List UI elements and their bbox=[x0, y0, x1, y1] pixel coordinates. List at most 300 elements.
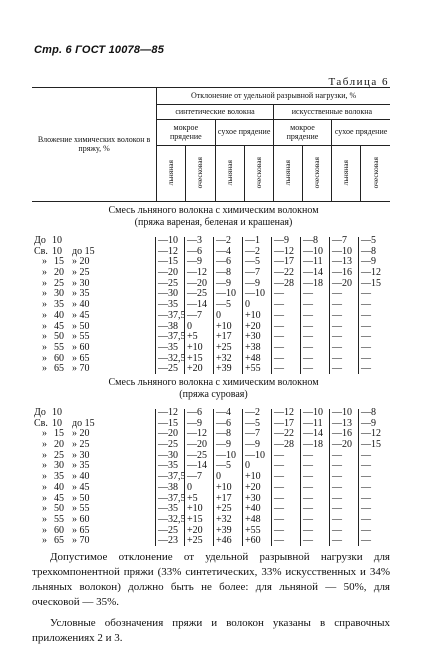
row-label-part: » 55 bbox=[72, 503, 90, 515]
value-cell: — bbox=[332, 299, 342, 311]
value-cell: +20 bbox=[245, 481, 261, 493]
value-cell: —10 bbox=[216, 449, 236, 461]
value-cell: — bbox=[361, 299, 371, 311]
value-cell: — bbox=[303, 460, 313, 472]
section-subtitle-line: (пряжа вареная, беленая и крашеная) bbox=[134, 217, 293, 228]
value-cell: — bbox=[274, 481, 284, 493]
table-row bbox=[32, 536, 388, 547]
page-header: Стр. 6 ГОСТ 10078—85 bbox=[34, 44, 165, 56]
value-cell: — bbox=[274, 331, 284, 343]
value-cell: — bbox=[303, 524, 313, 536]
value-cell: —14 bbox=[187, 299, 207, 311]
value-cell: — bbox=[361, 288, 371, 300]
value-cell: — bbox=[274, 341, 284, 353]
value-cell: —23 bbox=[158, 535, 178, 547]
value-cell: — bbox=[361, 331, 371, 343]
value-cell: —3 bbox=[187, 235, 202, 246]
value-cell: —20 bbox=[158, 267, 178, 279]
row-label-part: 10 bbox=[52, 235, 62, 246]
table-row bbox=[32, 515, 388, 526]
value-cell: — bbox=[274, 449, 284, 461]
row-label-part: » bbox=[42, 256, 47, 268]
value-cell: +5 bbox=[187, 492, 198, 504]
column-divider bbox=[300, 237, 301, 374]
value-cell: —2 bbox=[245, 245, 260, 257]
value-cell: —22 bbox=[274, 267, 294, 279]
row-label-part: » 45 bbox=[72, 481, 90, 493]
value-cell: +46 bbox=[216, 535, 232, 547]
column-divider bbox=[358, 409, 359, 546]
row-label-part: » 60 bbox=[72, 341, 90, 353]
value-cell: — bbox=[332, 535, 342, 547]
value-cell: +25 bbox=[216, 503, 232, 515]
value-cell: 0 bbox=[245, 299, 250, 311]
value-cell: — bbox=[274, 309, 284, 321]
value-cell: —9 bbox=[361, 417, 376, 429]
value-cell: +40 bbox=[245, 503, 261, 515]
value-cell: 0 bbox=[245, 460, 250, 472]
value-cell: — bbox=[361, 535, 371, 547]
row-label-part: 45 bbox=[54, 492, 64, 504]
value-cell: +10 bbox=[216, 481, 232, 493]
row-label-part: » bbox=[42, 471, 47, 483]
value-cell: —9 bbox=[274, 235, 289, 246]
value-cell: —10 bbox=[303, 245, 323, 257]
value-cell: —12 bbox=[187, 428, 207, 440]
row-label-part: » bbox=[42, 439, 47, 451]
value-cell: — bbox=[332, 460, 342, 472]
value-cell: —25 bbox=[187, 288, 207, 300]
row-label-part: » 65 bbox=[72, 524, 90, 536]
table-row bbox=[32, 364, 388, 375]
value-cell: — bbox=[332, 513, 342, 525]
row-label-part: » 55 bbox=[72, 331, 90, 343]
row-label-part: 15 bbox=[54, 428, 64, 440]
value-cell: —10 bbox=[158, 235, 178, 246]
value-cell: —16 bbox=[332, 428, 352, 440]
value-cell: —37,5 bbox=[158, 331, 186, 343]
value-cell: — bbox=[361, 524, 371, 536]
value-cell: —28 bbox=[274, 277, 294, 289]
value-cell: — bbox=[361, 449, 371, 461]
value-cell: — bbox=[361, 352, 371, 364]
value-cell: — bbox=[332, 288, 342, 300]
value-cell: 0 bbox=[216, 309, 221, 321]
value-cell: +48 bbox=[245, 352, 261, 364]
value-cell: —15 bbox=[361, 439, 381, 451]
row-label-part: Св. bbox=[34, 417, 48, 429]
row-label-part: » bbox=[42, 428, 47, 440]
column-divider bbox=[242, 409, 243, 546]
value-cell: — bbox=[274, 513, 284, 525]
column-divider bbox=[329, 409, 330, 546]
value-cell: —4 bbox=[216, 245, 231, 257]
value-cell: —10 bbox=[245, 449, 265, 461]
value-cell: —5 bbox=[216, 299, 231, 311]
value-cell: —1 bbox=[245, 235, 260, 246]
yarn-type-cell: льняная bbox=[215, 146, 244, 202]
row-label-part: » 65 bbox=[72, 352, 90, 364]
row-label-part: » bbox=[42, 535, 47, 547]
row-label-part: » bbox=[42, 341, 47, 353]
row-label-part: » 25 bbox=[72, 267, 90, 279]
row-label-part: 65 bbox=[54, 363, 64, 375]
row-label-part: 55 bbox=[54, 513, 64, 525]
row-label-part: » 35 bbox=[72, 460, 90, 472]
value-cell: —12 bbox=[158, 245, 178, 257]
value-cell: +20 bbox=[187, 524, 203, 536]
value-cell: —4 bbox=[216, 407, 231, 418]
value-cell: —6 bbox=[216, 256, 231, 268]
value-cell: — bbox=[274, 492, 284, 504]
row-label-part: » bbox=[42, 320, 47, 332]
value-cell: +48 bbox=[245, 513, 261, 525]
value-cell: —15 bbox=[361, 277, 381, 289]
value-cell: +60 bbox=[245, 535, 261, 547]
value-cell: —9 bbox=[216, 277, 231, 289]
fiber-group-artificial: искусственные волокна bbox=[273, 105, 390, 120]
row-label-part: до 15 bbox=[72, 417, 95, 429]
table-title: Таблица 6 bbox=[328, 76, 389, 88]
value-cell: +39 bbox=[216, 363, 232, 375]
value-cell: —7 bbox=[332, 235, 347, 246]
value-cell: —11 bbox=[303, 417, 323, 429]
value-cell: —5 bbox=[245, 417, 260, 429]
yarn-type-cell: льняная bbox=[273, 146, 302, 202]
row-label-part: » 50 bbox=[72, 320, 90, 332]
value-cell: —6 bbox=[187, 407, 202, 418]
table-row bbox=[32, 311, 388, 322]
column-divider bbox=[155, 237, 156, 374]
value-cell: — bbox=[303, 309, 313, 321]
value-cell: — bbox=[361, 481, 371, 493]
value-cell: —11 bbox=[303, 256, 323, 268]
value-cell: —2 bbox=[245, 407, 260, 418]
value-cell: —9 bbox=[216, 439, 231, 451]
value-cell: — bbox=[332, 331, 342, 343]
value-cell: —9 bbox=[187, 256, 202, 268]
value-cell: —15 bbox=[158, 256, 178, 268]
value-cell: — bbox=[274, 299, 284, 311]
value-cell: — bbox=[303, 513, 313, 525]
value-cell: +25 bbox=[187, 535, 203, 547]
column-divider bbox=[155, 409, 156, 546]
value-cell: +32 bbox=[216, 513, 232, 525]
row-label-part: » 20 bbox=[72, 428, 90, 440]
value-cell: — bbox=[274, 503, 284, 515]
row-label-part: 30 bbox=[54, 288, 64, 300]
row-label-part: » 40 bbox=[72, 471, 90, 483]
yarn-type-cell: оческовая bbox=[302, 146, 331, 202]
value-cell: — bbox=[332, 320, 342, 332]
row-label-part: » bbox=[42, 481, 47, 493]
value-cell: —25 bbox=[187, 449, 207, 461]
value-cell: +10 bbox=[216, 320, 232, 332]
row-label-part: » bbox=[42, 492, 47, 504]
value-cell: +30 bbox=[245, 492, 261, 504]
value-cell: — bbox=[332, 449, 342, 461]
value-cell: —12 bbox=[187, 267, 207, 279]
value-cell: —17 bbox=[274, 256, 294, 268]
row-label-part: » 30 bbox=[72, 449, 90, 461]
column-divider bbox=[358, 237, 359, 374]
row-label-part: » bbox=[42, 299, 47, 311]
data-rows-boiled bbox=[32, 236, 388, 375]
row-label-part: » 60 bbox=[72, 513, 90, 525]
value-cell: —8 bbox=[303, 235, 318, 246]
value-cell: +20 bbox=[187, 363, 203, 375]
processing-dry: сухое прядение bbox=[332, 120, 390, 146]
column-divider bbox=[213, 237, 214, 374]
row-header-cell: Вложение химических волокон в пряжу, % bbox=[32, 88, 157, 202]
value-cell: —10 bbox=[245, 288, 265, 300]
value-cell: —5 bbox=[216, 460, 231, 472]
value-cell: — bbox=[303, 503, 313, 515]
row-label-part: До bbox=[34, 235, 46, 246]
value-cell: +5 bbox=[187, 331, 198, 343]
value-cell: — bbox=[303, 288, 313, 300]
value-cell: +25 bbox=[216, 341, 232, 353]
value-cell: — bbox=[361, 471, 371, 483]
value-cell: —12 bbox=[274, 245, 294, 257]
row-label-part: 20 bbox=[54, 439, 64, 451]
row-label-part: 20 bbox=[54, 267, 64, 279]
value-cell: — bbox=[332, 524, 342, 536]
row-label-part: » 50 bbox=[72, 492, 90, 504]
row-label-part: » 70 bbox=[72, 535, 90, 547]
section-title-line: Смесь льняного волокна с химическим волокном bbox=[108, 205, 319, 216]
row-label-part: 65 bbox=[54, 535, 64, 547]
value-cell: —25 bbox=[158, 439, 178, 451]
value-cell: — bbox=[303, 481, 313, 493]
value-cell: —8 bbox=[361, 407, 376, 418]
row-label-part: » 45 bbox=[72, 309, 90, 321]
value-cell: — bbox=[332, 492, 342, 504]
value-cell: — bbox=[274, 363, 284, 375]
data-rows-raw bbox=[32, 408, 388, 547]
value-cell: —20 bbox=[187, 277, 207, 289]
processing-wet: мокрое прядение bbox=[273, 120, 331, 146]
value-cell: — bbox=[303, 299, 313, 311]
value-cell: — bbox=[332, 341, 342, 353]
value-cell: —37,5 bbox=[158, 471, 186, 483]
value-cell: +17 bbox=[216, 492, 232, 504]
row-label-part: » 35 bbox=[72, 288, 90, 300]
table-row bbox=[32, 343, 388, 354]
value-cell: —35 bbox=[158, 503, 178, 515]
value-cell: — bbox=[303, 535, 313, 547]
value-cell: 0 bbox=[187, 320, 192, 332]
value-cell: — bbox=[361, 320, 371, 332]
row-label-part: » bbox=[42, 331, 47, 343]
column-divider bbox=[184, 409, 185, 546]
processing-dry: сухое прядение bbox=[215, 120, 273, 146]
value-cell: +10 bbox=[245, 309, 261, 321]
row-label-part: » 20 bbox=[72, 256, 90, 268]
value-cell: +55 bbox=[245, 524, 261, 536]
value-cell: — bbox=[361, 513, 371, 525]
value-cell: +10 bbox=[245, 471, 261, 483]
value-cell: — bbox=[332, 363, 342, 375]
value-cell: — bbox=[332, 503, 342, 515]
yarn-type-cell: оческовая bbox=[361, 146, 390, 202]
row-label-part: 25 bbox=[54, 449, 64, 461]
value-cell: — bbox=[274, 524, 284, 536]
value-cell: — bbox=[332, 352, 342, 364]
row-label-part: 10 bbox=[52, 417, 62, 429]
value-cell: — bbox=[332, 309, 342, 321]
value-cell: — bbox=[361, 460, 371, 472]
value-cell: —12 bbox=[274, 407, 294, 418]
value-cell: —30 bbox=[158, 449, 178, 461]
yarn-type-cell: льняная bbox=[157, 146, 186, 202]
section-title-boiled bbox=[0, 205, 427, 229]
group-header: Отклонение от удельной разрывной нагрузки, % bbox=[157, 88, 390, 105]
value-cell: —35 bbox=[158, 341, 178, 353]
row-label-part: » 40 bbox=[72, 299, 90, 311]
section-title-line: Смесь льняного волокна с химическим волокном bbox=[108, 377, 319, 388]
value-cell: 0 bbox=[216, 471, 221, 483]
value-cell: —9 bbox=[245, 439, 260, 451]
row-label-part: » bbox=[42, 363, 47, 375]
note-paragraph: Допустимое отклонение от удельной разрывной нагрузки для трехкомпонентной пряжи (33% синтетических, 33% искусственных и 34% льняных волокон) должно быть не более: для льняной — 50%, для оческовой — 35%. bbox=[32, 551, 390, 608]
value-cell: — bbox=[303, 352, 313, 364]
row-label-part: 10 bbox=[52, 407, 62, 418]
value-cell: —18 bbox=[303, 277, 323, 289]
value-cell: —13 bbox=[332, 256, 352, 268]
value-cell: —13 bbox=[332, 417, 352, 429]
column-divider bbox=[213, 409, 214, 546]
value-cell: — bbox=[274, 352, 284, 364]
value-cell: —30 bbox=[158, 288, 178, 300]
row-label-part: » 70 bbox=[72, 363, 90, 375]
value-cell: —7 bbox=[245, 267, 260, 279]
fiber-group-synthetic: синтетические волокна bbox=[157, 105, 274, 120]
value-cell: —20 bbox=[187, 439, 207, 451]
value-cell: — bbox=[332, 481, 342, 493]
value-cell: —5 bbox=[361, 235, 376, 246]
column-divider bbox=[242, 237, 243, 374]
value-cell: —6 bbox=[187, 245, 202, 257]
row-label-part: 10 bbox=[52, 245, 62, 257]
row-label-part: 35 bbox=[54, 471, 64, 483]
value-cell: —10 bbox=[332, 407, 352, 418]
row-label-part: » bbox=[42, 460, 47, 472]
value-cell: —8 bbox=[216, 267, 231, 279]
value-cell: +17 bbox=[216, 331, 232, 343]
value-cell: —10 bbox=[216, 288, 236, 300]
value-cell: — bbox=[303, 449, 313, 461]
row-label-part: » 25 bbox=[72, 439, 90, 451]
yarn-type-cell: оческовая bbox=[244, 146, 273, 202]
value-cell: — bbox=[361, 503, 371, 515]
value-cell: — bbox=[303, 331, 313, 343]
value-cell: +20 bbox=[245, 320, 261, 332]
value-cell: +10 bbox=[187, 341, 203, 353]
value-cell: 0 bbox=[187, 481, 192, 493]
value-cell: —12 bbox=[361, 267, 381, 279]
column-divider bbox=[184, 237, 185, 374]
row-label-part: » bbox=[42, 267, 47, 279]
value-cell: —25 bbox=[158, 277, 178, 289]
row-label-part: 50 bbox=[54, 503, 64, 515]
value-cell: —37,5 bbox=[158, 492, 186, 504]
value-cell: — bbox=[303, 471, 313, 483]
value-cell: — bbox=[303, 363, 313, 375]
row-label-part: 50 bbox=[54, 331, 64, 343]
row-label-part: 30 bbox=[54, 460, 64, 472]
value-cell: —7 bbox=[187, 309, 202, 321]
value-cell: —6 bbox=[216, 417, 231, 429]
row-label-part: » bbox=[42, 524, 47, 536]
value-cell: — bbox=[361, 492, 371, 504]
value-cell: — bbox=[303, 341, 313, 353]
notes bbox=[32, 550, 390, 646]
value-cell: —7 bbox=[187, 471, 202, 483]
section-title-raw bbox=[0, 377, 427, 401]
value-cell: —12 bbox=[158, 407, 178, 418]
value-cell: — bbox=[361, 341, 371, 353]
processing-wet: мокрое прядение bbox=[157, 120, 215, 146]
table-row bbox=[32, 483, 388, 494]
value-cell: —9 bbox=[187, 417, 202, 429]
row-label-part: 55 bbox=[54, 341, 64, 353]
value-cell: — bbox=[274, 535, 284, 547]
note-paragraph: Условные обозначения пряжи и волокон указаны в справочных приложениях 2 и 3. bbox=[32, 617, 390, 644]
value-cell: —20 bbox=[158, 428, 178, 440]
value-cell: +10 bbox=[187, 503, 203, 515]
row-label-part: » bbox=[42, 513, 47, 525]
row-label-part: 40 bbox=[54, 309, 64, 321]
value-cell: —10 bbox=[332, 245, 352, 257]
value-cell: —8 bbox=[361, 245, 376, 257]
column-divider bbox=[300, 409, 301, 546]
row-label-part: 40 bbox=[54, 481, 64, 493]
value-cell: —10 bbox=[303, 407, 323, 418]
value-cell: +15 bbox=[187, 352, 203, 364]
value-cell: —35 bbox=[158, 460, 178, 472]
value-cell: —9 bbox=[245, 277, 260, 289]
value-cell: —17 bbox=[274, 417, 294, 429]
value-cell: — bbox=[303, 320, 313, 332]
row-label-part: » bbox=[42, 277, 47, 289]
value-cell: —20 bbox=[332, 277, 352, 289]
value-cell: +55 bbox=[245, 363, 261, 375]
value-cell: —25 bbox=[158, 363, 178, 375]
value-cell: —5 bbox=[245, 256, 260, 268]
column-divider bbox=[329, 237, 330, 374]
value-cell: +30 bbox=[245, 331, 261, 343]
value-cell: —9 bbox=[361, 256, 376, 268]
row-label-part: » 30 bbox=[72, 277, 90, 289]
yarn-type-cell: льняная bbox=[332, 146, 361, 202]
column-divider bbox=[271, 409, 272, 546]
row-label-part: Св. bbox=[34, 245, 48, 257]
value-cell: — bbox=[274, 471, 284, 483]
yarn-type-cell: оческовая bbox=[186, 146, 215, 202]
value-cell: —12 bbox=[361, 428, 381, 440]
row-label-part: 45 bbox=[54, 320, 64, 332]
value-cell: +15 bbox=[187, 513, 203, 525]
row-label-part: 60 bbox=[54, 352, 64, 364]
table-header bbox=[32, 87, 390, 202]
value-cell: —32,5 bbox=[158, 513, 186, 525]
row-label-part: 60 bbox=[54, 524, 64, 536]
value-cell: —35 bbox=[158, 299, 178, 311]
column-divider bbox=[271, 237, 272, 374]
value-cell: — bbox=[361, 309, 371, 321]
value-cell: —2 bbox=[216, 235, 231, 246]
